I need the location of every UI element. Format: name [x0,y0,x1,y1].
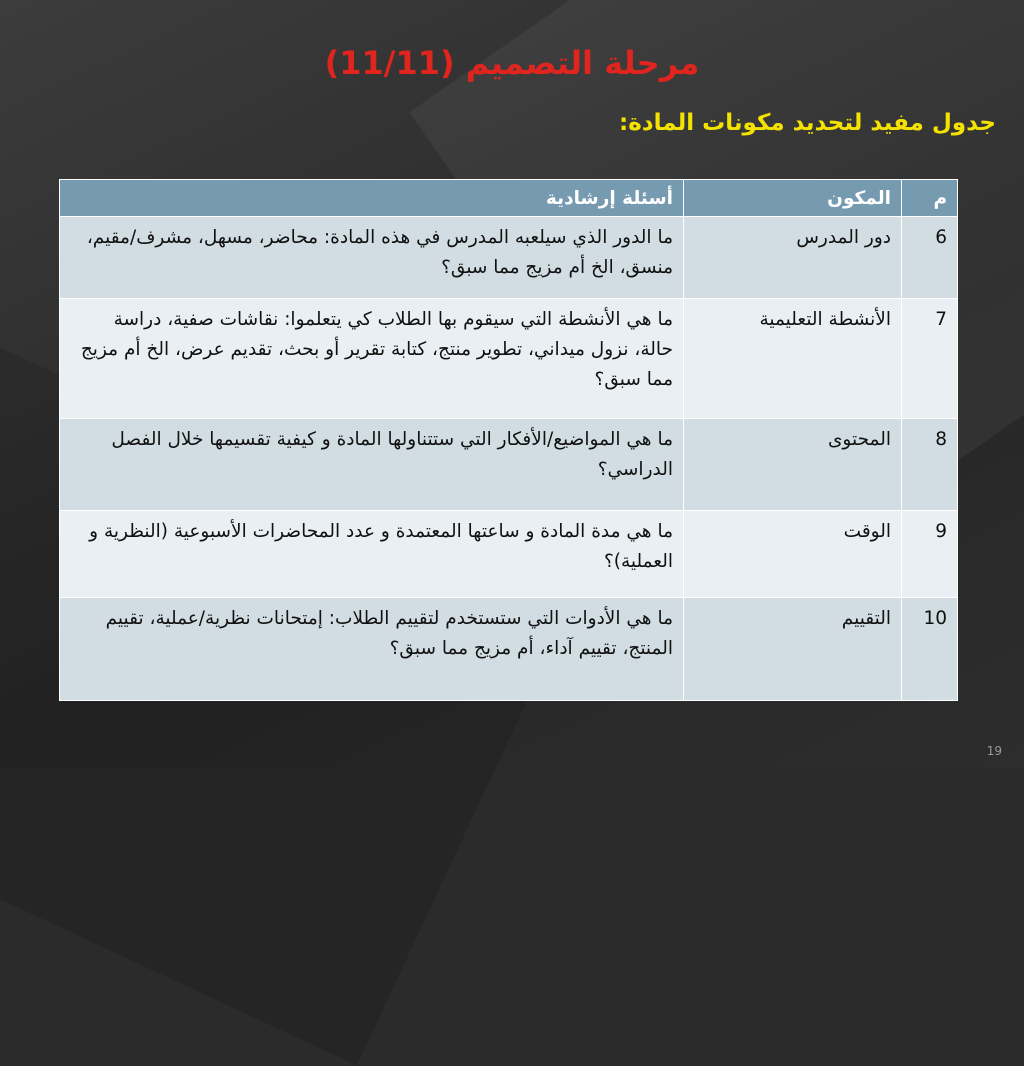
table-row [60,217,958,299]
row-question: ما هي مدة المادة و ساعتها المعتمدة و عدد المحاضرات الأسبوعية (النظرية و العملية)؟ [60,511,684,598]
table-row [60,419,958,511]
row-number: 9 [902,511,958,598]
slide-subtitle: جدول مفيد لتحديد مكونات المادة: [619,110,996,136]
row-component: التقييم [684,598,902,701]
row-component: الأنشطة التعليمية [684,299,902,419]
header-component: المكون [684,180,902,217]
row-question: ما هي الأدوات التي ستستخدم لتقييم الطلاب: إمتحانات نظرية/عملية، تقييم المنتج، تقييم آداء، أم مزيج مما سبق؟ [60,598,684,701]
row-component: الوقت [684,511,902,598]
row-question: ما هي المواضيع/الأفكار التي ستتناولها المادة و كيفية تقسيمها خلال الفصل الدراسي؟ [60,419,684,511]
header-number: م [902,180,958,217]
row-component: دور المدرس [684,217,902,299]
row-number: 7 [902,299,958,419]
table-row [60,511,958,598]
row-component: المحتوى [684,419,902,511]
row-number: 8 [902,419,958,511]
row-number: 10 [902,598,958,701]
table-header-row [60,180,958,217]
table-row [60,299,958,419]
row-question: ما هي الأنشطة التي سيقوم بها الطلاب كي يتعلموا: نقاشات صفية، دراسة حالة، نزول ميداني، تطوير منتج، كتابة تقرير أو بحث، تقديم عرض، الخ أم مزيج مما سبق؟ [60,299,684,419]
row-question: ما الدور الذي سيلعبه المدرس في هذه المادة: محاضر، مسهل، مشرف/مقيم، منسق، الخ أم مزيج مما سبق؟ [60,217,684,299]
slide-title: مرحلة التصميم (11/11) [324,44,700,82]
page-number: 19 [986,744,1002,758]
components-table [59,179,958,701]
row-number: 6 [902,217,958,299]
table-row [60,598,958,701]
header-guiding-questions: أسئلة إرشادية [60,180,684,217]
